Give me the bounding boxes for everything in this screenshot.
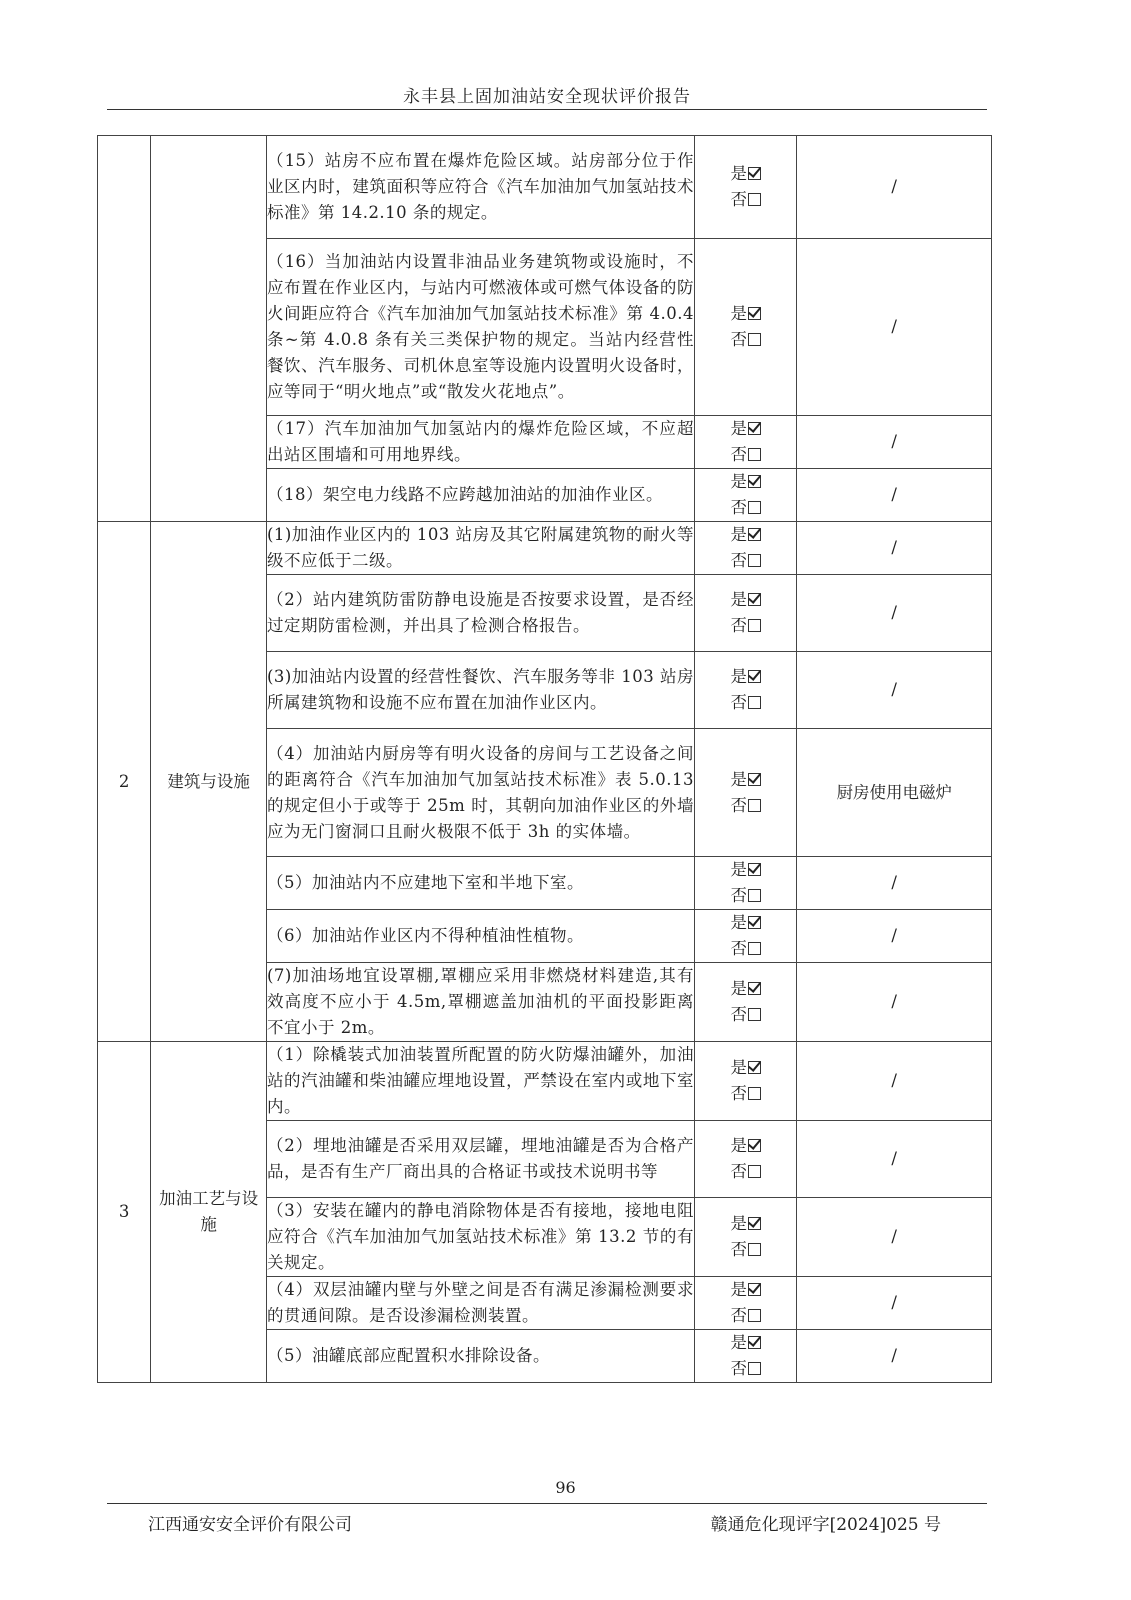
check-item-content: （5）油罐底部应配置积水排除设备。 [266, 1330, 694, 1383]
yes-checkbox[interactable] [748, 1139, 761, 1152]
no-label: 否 [730, 1359, 747, 1378]
yes-no-check [695, 136, 797, 239]
yes-checkbox[interactable] [748, 916, 761, 929]
yes-no-check [695, 857, 797, 910]
remark-cell: / [797, 910, 992, 963]
no-checkbox[interactable] [748, 1243, 761, 1256]
yes-checkbox[interactable] [748, 528, 761, 541]
no-label: 否 [730, 1005, 747, 1024]
no-checkbox[interactable] [748, 1362, 761, 1375]
remark-cell: 厨房使用电磁炉 [797, 729, 992, 857]
check-item-content: （18）架空电力线路不应跨越加油站的加油作业区。 [266, 469, 694, 522]
no-label: 否 [730, 445, 747, 464]
yes-checkbox[interactable] [748, 1336, 761, 1349]
no-label: 否 [730, 1240, 747, 1259]
check-item-content: (3)加油站内设置的经营性餐饮、汽车服务等非 103 站房所属建筑物和设施不应布置在加油作业区内。 [266, 652, 694, 729]
yes-label: 是 [730, 1136, 747, 1155]
no-label: 否 [730, 498, 747, 517]
remark-cell: / [797, 416, 992, 469]
no-checkbox[interactable] [748, 799, 761, 812]
remark-cell: / [797, 469, 992, 522]
no-checkbox[interactable] [748, 1008, 761, 1021]
yes-checkbox[interactable] [748, 1061, 761, 1074]
no-label: 否 [730, 1084, 747, 1103]
no-checkbox[interactable] [748, 193, 761, 206]
yes-checkbox[interactable] [748, 422, 761, 435]
no-checkbox[interactable] [748, 619, 761, 632]
yes-no-check [695, 1121, 797, 1198]
yes-checkbox[interactable] [748, 1217, 761, 1230]
yes-no-check [695, 963, 797, 1042]
row-number-cell [98, 136, 151, 522]
check-item-content: （17）汽车加油加气加氢站内的爆炸危险区域，不应超出站区围墙和可用地界线。 [266, 416, 694, 469]
no-label: 否 [730, 1162, 747, 1181]
no-label: 否 [730, 616, 747, 635]
remark-cell: / [797, 1042, 992, 1121]
yes-label: 是 [730, 769, 747, 789]
yes-no-check [695, 239, 797, 416]
remark-cell: / [797, 575, 992, 652]
remark-cell: / [797, 1330, 992, 1383]
no-checkbox[interactable] [748, 696, 761, 709]
check-item-content: (1)加油作业区内的 103 站房及其它附属建筑物的耐火等级不应低于二级。 [266, 522, 694, 575]
company-name: 江西通安安全评价有限公司 [148, 1515, 352, 1535]
page-header-title: 永丰县上固加油站安全现状评价报告 [403, 87, 691, 107]
check-item-content: （2）站内建筑防雷防静电设施是否按要求设置，是否经过定期防雷检测，并出具了检测合格报告。 [266, 575, 694, 652]
yes-no-check [695, 522, 797, 575]
yes-label: 是 [730, 913, 747, 932]
yes-label: 是 [730, 979, 747, 998]
yes-checkbox[interactable] [748, 670, 761, 683]
yes-checkbox[interactable] [748, 773, 761, 786]
yes-label: 是 [730, 304, 747, 323]
checklist-table [97, 135, 992, 1383]
yes-label: 是 [730, 1214, 747, 1233]
check-item-content: （4）加油站内厨房等有明火设备的房间与工艺设备之间的距离符合《汽车加油加气加氢站技术标准》表 5.0.13 的规定但小于或等于 25m 时，其朝向加油作业区的外墙应为无门窗洞口且耐火极限不低于 3h 的实体墙。 [266, 729, 694, 857]
no-checkbox[interactable] [748, 1165, 761, 1178]
check-item-content: （2）埋地油罐是否采用双层罐，埋地油罐是否为合格产品，是否有生产厂商出具的合格证书或技术说明书等 [266, 1121, 694, 1198]
yes-no-check [695, 910, 797, 963]
check-item-content: （15）站房不应布置在爆炸危险区域。站房部分位于作业区内时，建筑面积等应符合《汽车加油加气加氢站技术标准》第 14.2.10 条的规定。 [266, 136, 694, 239]
yes-no-check [695, 469, 797, 522]
no-checkbox[interactable] [748, 333, 761, 346]
yes-no-check [695, 1198, 797, 1277]
remark-cell: / [797, 239, 992, 416]
no-label: 否 [730, 795, 747, 815]
yes-checkbox[interactable] [748, 593, 761, 606]
yes-no-check [695, 1277, 797, 1330]
yes-label: 是 [730, 590, 747, 609]
yes-no-check [695, 1042, 797, 1121]
yes-label: 是 [730, 860, 747, 879]
no-checkbox[interactable] [748, 1087, 761, 1100]
yes-label: 是 [730, 667, 747, 686]
remark-cell: / [797, 1277, 992, 1330]
no-label: 否 [730, 1306, 747, 1325]
remark-cell: / [797, 652, 992, 729]
table-row [98, 136, 992, 239]
no-label: 否 [730, 886, 747, 905]
remark-cell: / [797, 857, 992, 910]
remark-cell: / [797, 136, 992, 239]
check-item-content: （1）除橇装式加油装置所配置的防火防爆油罐外，加油站的汽油罐和柴油罐应埋地设置，严禁设在室内或地下室内。 [266, 1042, 694, 1121]
remark-cell: / [797, 963, 992, 1042]
yes-checkbox[interactable] [748, 982, 761, 995]
no-label: 否 [730, 939, 747, 958]
yes-checkbox[interactable] [748, 167, 761, 180]
yes-label: 是 [730, 1280, 747, 1299]
yes-label: 是 [730, 525, 747, 544]
no-checkbox[interactable] [748, 501, 761, 514]
check-item-content: （3）安装在罐内的静电消除物体是否有接地，接地电阻应符合《汽车加油加气加氢站技术标准》第 13.2 节的有关规定。 [266, 1198, 694, 1277]
table-row [98, 1042, 992, 1121]
no-checkbox[interactable] [748, 448, 761, 461]
yes-checkbox[interactable] [748, 1283, 761, 1296]
yes-label: 是 [730, 1333, 747, 1352]
row-number-cell: 2 [98, 522, 151, 1042]
no-checkbox[interactable] [748, 554, 761, 567]
no-label: 否 [730, 190, 747, 209]
yes-no-check [695, 575, 797, 652]
table-row [98, 522, 992, 575]
header-divider [107, 109, 987, 110]
no-checkbox[interactable] [748, 889, 761, 902]
yes-label: 是 [730, 1058, 747, 1077]
category-cell: 加油工艺与设施 [151, 1042, 267, 1383]
yes-checkbox[interactable] [748, 475, 761, 488]
no-label: 否 [730, 693, 747, 712]
yes-checkbox[interactable] [748, 307, 761, 320]
check-item-content: (7)加油场地宜设罩棚,罩棚应采用非燃烧材料建造,其有效高度不应小于 4.5m,罩棚遮盖加油机的平面投影距离不宜小于 2m。 [266, 963, 694, 1042]
row-number-cell: 3 [98, 1042, 151, 1383]
yes-label: 是 [730, 472, 747, 491]
no-label: 否 [730, 330, 747, 349]
remark-cell: / [797, 1121, 992, 1198]
yes-no-check [695, 652, 797, 729]
yes-no-check [695, 729, 797, 857]
check-item-content: （5）加油站内不应建地下室和半地下室。 [266, 857, 694, 910]
yes-label: 是 [730, 419, 747, 438]
remark-cell: / [797, 522, 992, 575]
no-label: 否 [730, 551, 747, 570]
no-checkbox[interactable] [748, 1309, 761, 1322]
yes-checkbox[interactable] [748, 863, 761, 876]
document-number: 赣通危化现评字[2024]025 号 [710, 1515, 941, 1535]
footer-divider [107, 1503, 987, 1504]
yes-no-check [695, 1330, 797, 1383]
category-cell [151, 136, 267, 522]
no-checkbox[interactable] [748, 942, 761, 955]
page-number: 96 [555, 1478, 576, 1497]
check-item-content: （6）加油站作业区内不得种植油性植物。 [266, 910, 694, 963]
remark-cell: / [797, 1198, 992, 1277]
yes-no-check [695, 416, 797, 469]
check-item-content: （4）双层油罐内壁与外壁之间是否有满足渗漏检测要求的贯通间隙。是否设渗漏检测装置。 [266, 1277, 694, 1330]
yes-label: 是 [730, 164, 747, 183]
check-item-content: （16）当加油站内设置非油品业务建筑物或设施时，不应布置在作业区内，与站内可燃液体或可燃气体设备的防火间距应符合《汽车加油加气加氢站技术标准》第 4.0.4 条~第 4.0.8 条有关三类保护物的规定。当站内经营性餐饮、汽车服务、司机休息室等设施内设置明火设备时，应等同于“明火地点”或“散发火花地点”。 [266, 239, 694, 416]
category-cell: 建筑与设施 [151, 522, 267, 1042]
